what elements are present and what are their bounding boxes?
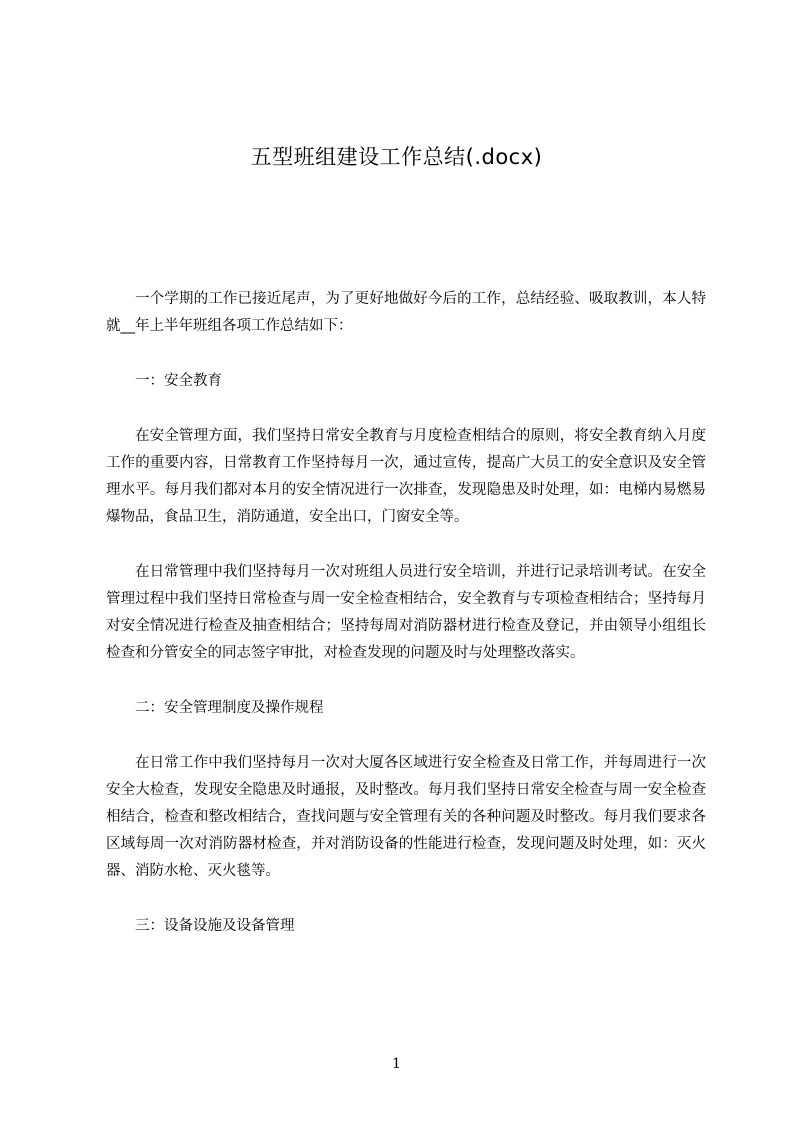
spacer [106,340,706,368]
spacer [106,531,706,559]
paragraph-intro: 一个学期的工作已接近尾声，为了更好地做好今后的工作，总结经验、吸取教训，本人特就__年上半年班组各项工作总结如下： [106,291,706,334]
section-heading-safety-rules: 二：安全管理制度及操作规程 [135,700,324,716]
spacer [106,722,706,750]
section-heading-safety-education: 一：安全教育 [135,373,222,389]
spacer [106,667,706,695]
spacer [106,885,706,913]
document-body [106,286,706,940]
page-number: 1 [392,1056,401,1072]
paragraph-safety-management: 在安全管理方面，我们坚持日常安全教育与月度检查相结合的原则，将安全教育纳入月度工作的重要内容，日常教育工作坚持每月一次，通过宣传，提高广大员工的安全意识及安全管理水平。每月我们都对本月的安全情况进行一次排查，发现隐患及时处理，如：电梯内易燃易爆物品，食品卫生，消防通道，安全出口，门窗安全等。 [106,428,706,525]
paragraph-daily-work: 在日常工作中我们坚持每月一次对大厦各区域进行安全检查及日常工作，并每周进行一次安全大检查，发现安全隐患及时通报，及时整改。每月我们坚持日常安全检查与周一安全检查相结合，检查和整改相结合，查找问题与安全管理有关的各种问题及时整改。每月我们要求各区域每周一次对消防器材检查，并对消防设备的性能进行检查，发现问题及时处理，如：灭火器、消防水枪、灭火毯等。 [106,755,706,879]
spacer [106,395,706,423]
paragraph-daily-management: 在日常管理中我们坚持每月一次对班组人员进行安全培训，并进行记录培训考试。在安全管理过程中我们坚持日常检查与周一安全检查相结合，安全教育与专项检查相结合；坚持每月对安全情况进行检查及抽查相结合；坚持每周对消防器材进行检查及登记，并由领导小组组长检查和分管安全的同志签字审批，对检查发现的问题及时与处理整改落实。 [106,564,706,661]
section-heading-equipment: 三：设备设施及设备管理 [135,918,295,934]
document-title: 五型班组建设工作总结(.docx) [250,145,543,169]
